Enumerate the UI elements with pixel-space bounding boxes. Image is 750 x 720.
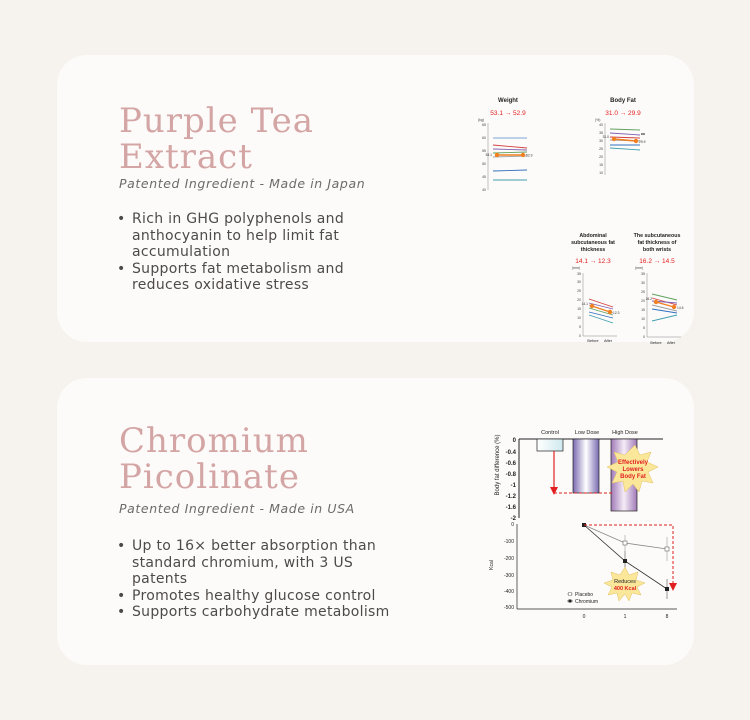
y-tick: -1.2	[505, 494, 516, 500]
y-tick: 35	[577, 272, 581, 276]
body-fat-chart-change: 31.0 → 29.9	[605, 110, 641, 117]
bar-control	[537, 439, 563, 451]
y-tick: 0	[512, 438, 516, 444]
y-tick: -500	[503, 605, 514, 611]
body-fat-before-label: 31.0	[602, 135, 609, 139]
chromium-bullets	[132, 538, 412, 621]
wrist-before-label: 16.2	[645, 297, 652, 301]
y-tick: 10	[577, 316, 581, 320]
weight-before-label: 53.1	[485, 153, 492, 157]
starburst-reduces-kcal	[604, 567, 645, 601]
chromium-point	[623, 559, 627, 563]
bullet-item: • Supports carbohydrate metabolism	[132, 604, 412, 621]
y-tick: 15	[577, 307, 581, 311]
abdominal-chart-change: 14.1 → 12.3	[575, 258, 611, 265]
significance-marker: **	[641, 133, 645, 139]
y-tick: 0	[511, 522, 514, 528]
placebo-point	[623, 541, 627, 545]
bullet-item: • Up to 16× better absorption than standard chromium, with 3 US patents	[132, 538, 412, 588]
y-tick: -1	[510, 483, 516, 489]
purple-tea-subtitle: Patented Ingredient - Made in Japan	[119, 176, 366, 191]
chromium-title-line1: Chromium	[119, 421, 309, 461]
y-tick: 35	[599, 131, 603, 135]
wrist-after-label: 14.5	[677, 306, 684, 310]
wrist-chart-unit: (mm)	[635, 266, 644, 270]
y-tick: 40	[482, 188, 486, 192]
y-tick: 30	[599, 139, 603, 143]
y-tick: 50	[482, 162, 486, 166]
wrist-chart-title-3: both wrists	[642, 247, 672, 253]
y-tick: -2	[510, 516, 516, 522]
y-tick: 0	[643, 335, 645, 339]
weight-chart-unit: (kg)	[478, 118, 485, 122]
line-chart-ylabel: Kcal	[489, 560, 495, 570]
bullet-item: • Rich in GHG polyphenols and anthocyanin to help limit fat accumulation	[132, 211, 402, 261]
purple-tea-title	[119, 103, 314, 175]
y-tick: 30	[641, 281, 645, 285]
abdominal-chart-title-2: subcutaneous fat	[571, 240, 615, 246]
y-tick: 0	[579, 334, 581, 338]
line-chart-legend	[567, 592, 598, 605]
y-tick: 30	[577, 280, 581, 284]
y-tick: -400	[503, 589, 514, 595]
body-fat-bar-chart	[495, 430, 663, 522]
weight-chart	[478, 98, 533, 192]
x-label-after: After	[603, 339, 613, 343]
bullet-item: • Supports fat metabolism and reduces oxidative stress	[132, 261, 402, 294]
bar-chart-ylabel: Body fat difference (%)	[495, 434, 501, 496]
purple-tea-card	[57, 55, 694, 345]
abdominal-before-label: 14.1	[581, 302, 588, 306]
category-control: Control	[541, 430, 559, 436]
y-tick: -0.4	[505, 450, 516, 456]
abdominal-after-label: 12.3	[613, 311, 620, 315]
y-tick: -0.6	[505, 461, 516, 467]
abdominal-fat-chart	[571, 233, 620, 343]
y-tick: 10	[599, 171, 603, 175]
wrist-chart-title-1: The subcutaneous	[633, 233, 681, 239]
y-tick: 25	[599, 147, 603, 151]
y-tick: 35	[641, 272, 645, 276]
legend-placebo: Placebo	[575, 592, 594, 598]
weight-after-label: 52.9	[526, 153, 533, 158]
y-tick: 25	[577, 289, 581, 293]
y-tick: 5	[579, 325, 581, 329]
y-tick: 65	[482, 123, 486, 127]
starburst-line1: Reduces	[614, 579, 636, 585]
y-tick: 15	[641, 308, 645, 312]
placebo-point	[665, 547, 669, 551]
abdominal-chart-title-3: thickness	[580, 247, 606, 253]
y-tick: 60	[482, 136, 486, 140]
starburst-line2: 400 Kcal	[613, 586, 637, 592]
x-label-before: Before	[587, 339, 599, 343]
wrist-fat-chart	[634, 233, 684, 345]
chromium-title-line2: Picolinate	[119, 457, 300, 497]
purple-tea-title-line1: Purple Tea	[119, 101, 315, 141]
purple-tea-bullets	[132, 211, 402, 294]
body-fat-chart-title: Body Fat	[610, 98, 636, 104]
placebo-line	[584, 525, 667, 549]
x-label-before: Before	[650, 341, 662, 345]
x-label-after: After	[666, 341, 676, 345]
abdominal-chart-title-1: Abdominal	[579, 233, 607, 239]
y-tick: 15	[599, 163, 603, 167]
y-tick: -200	[503, 556, 514, 562]
y-tick: 20	[641, 299, 645, 303]
wrist-chart-change: 16.2 → 14.5	[639, 258, 675, 265]
x-tick: 0	[582, 614, 586, 620]
body-fat-after-label: 29.9	[639, 140, 646, 144]
purple-tea-study-figure	[475, 93, 685, 343]
y-tick: 25	[641, 290, 645, 294]
chromium-study-figure	[485, 425, 690, 620]
y-tick: 40	[599, 123, 603, 127]
weight-chart-change: 53.1 → 52.9	[490, 110, 526, 117]
legend-chromium: Chromium	[575, 599, 599, 605]
kcal-line-chart	[489, 522, 677, 620]
y-tick: 10	[641, 317, 645, 321]
y-tick: -300	[503, 573, 514, 579]
y-tick: 55	[482, 149, 486, 153]
bullet-item: • Promotes healthy glucose control	[132, 588, 412, 605]
category-low-dose: Low Dose	[574, 430, 600, 436]
starburst-line1: Effectively	[617, 460, 649, 466]
y-tick: 45	[482, 175, 486, 179]
body-fat-chart-unit: (%)	[595, 118, 601, 122]
y-tick: -100	[503, 539, 514, 545]
abdominal-chart-unit: (mm)	[572, 266, 581, 270]
chromium-subtitle: Patented Ingredient - Made in USA	[119, 501, 355, 516]
y-tick: 20	[599, 155, 603, 159]
starburst-line3: Body Fat	[620, 474, 646, 480]
bar-low-dose	[573, 439, 599, 493]
weight-chart-title: Weight	[498, 98, 518, 104]
y-tick: 20	[577, 298, 581, 302]
starburst-line2: Lowers	[622, 467, 644, 473]
body-fat-chart	[595, 98, 646, 175]
chromium-card	[57, 378, 694, 665]
y-tick: -1.6	[505, 505, 516, 511]
chromium-point	[665, 587, 669, 591]
wrist-chart-title-2: fat thickness of	[637, 240, 677, 246]
x-tick: 1	[623, 614, 627, 620]
category-high-dose: High Dose	[612, 430, 638, 436]
x-tick: 8	[665, 614, 669, 620]
purple-tea-title-line2: Extract	[119, 137, 253, 177]
y-tick: 5	[643, 326, 645, 330]
y-tick: -0.8	[505, 472, 516, 478]
chromium-title	[119, 423, 309, 495]
